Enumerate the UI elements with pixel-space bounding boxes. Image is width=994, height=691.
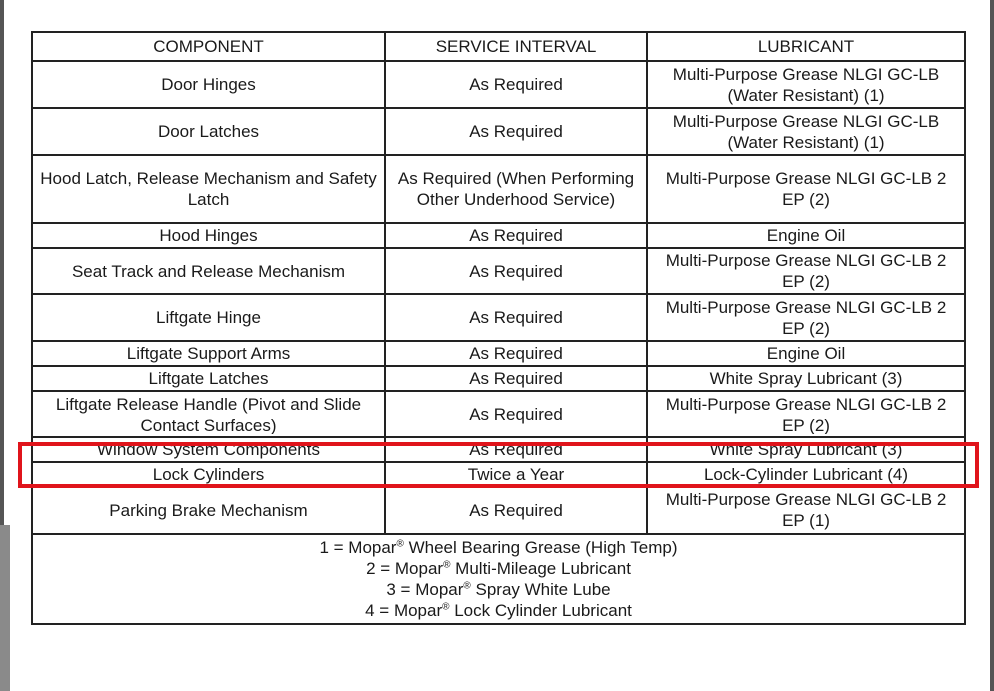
table-row: [32, 223, 965, 248]
lubricant-cell: White Spray Lubricant (3): [647, 366, 965, 391]
table-row: [32, 108, 965, 155]
footnotes-cell: [32, 534, 965, 624]
table-row: [32, 248, 965, 294]
footnote-4: 4 = Mopar® Lock Cylinder Lubricant: [365, 601, 632, 620]
component-cell: Parking Brake Mechanism: [32, 486, 385, 534]
lubrication-table-frame: [31, 31, 964, 625]
lubrication-table: [31, 31, 966, 625]
component-cell: Hood Latch, Release Mechanism and Safety Latch: [32, 155, 385, 223]
lubricant-cell: Multi-Purpose Grease NLGI GC-LB (Water Resistant) (1): [647, 108, 965, 155]
interval-cell: As Required: [385, 366, 647, 391]
page-edge-right: [990, 0, 994, 691]
table-row-highlighted: [32, 437, 965, 462]
table-row: [32, 462, 965, 486]
lubricant-cell: White Spray Lubricant (3): [647, 437, 965, 462]
table-header-row: [32, 32, 965, 61]
lubricant-cell: [647, 391, 965, 437]
table-row: [32, 155, 965, 223]
table-row: [32, 61, 965, 108]
interval-cell: As Required: [385, 437, 647, 462]
component-cell: Hood Hinges: [32, 223, 385, 248]
table-row: [32, 486, 965, 534]
lubricant-cell: Multi-Purpose Grease NLGI GC-LB 2 EP (2): [647, 155, 965, 223]
component-cell: Liftgate Hinge: [32, 294, 385, 341]
component-cell: Seat Track and Release Mechanism: [32, 248, 385, 294]
table-row: [32, 341, 965, 366]
page-edge-left-lower: [0, 525, 10, 691]
interval-cell: As Required: [385, 341, 647, 366]
component-cell: [32, 391, 385, 437]
lubricant-cell: Lock-Cylinder Lubricant (4): [647, 462, 965, 486]
footnote-row: [32, 534, 965, 624]
lubricant-cell: Multi-Purpose Grease NLGI GC-LB 2 EP (1): [647, 486, 965, 534]
interval-cell: As Required: [385, 391, 647, 437]
lubricant-text: Multi-Purpose Grease NLGI GC-LB 2 EP (2): [665, 395, 947, 434]
component-cell: Door Latches: [32, 108, 385, 155]
lubricant-cell: Engine Oil: [647, 341, 965, 366]
interval-cell: Twice a Year: [385, 462, 647, 486]
component-cell: Liftgate Support Arms: [32, 341, 385, 366]
footnote-2: 2 = Mopar® Multi-Mileage Lubricant: [366, 559, 631, 578]
lubricant-cell: Engine Oil: [647, 223, 965, 248]
lubricant-cell: Multi-Purpose Grease NLGI GC-LB 2 EP (2): [647, 294, 965, 341]
header-component: COMPONENT: [32, 32, 385, 61]
footnote-1: 1 = Mopar® Wheel Bearing Grease (High Temp): [319, 538, 678, 557]
footnote-3: 3 = Mopar® Spray White Lube: [386, 580, 611, 599]
interval-cell: As Required: [385, 486, 647, 534]
interval-cell: As Required: [385, 223, 647, 248]
table-row: [32, 391, 965, 437]
interval-cell: As Required (When Performing Other Underhood Service): [385, 155, 647, 223]
lubricant-cell: Multi-Purpose Grease NLGI GC-LB 2 EP (2): [647, 248, 965, 294]
header-lubricant: LUBRICANT: [647, 32, 965, 61]
table-row: [32, 366, 965, 391]
component-cell: Liftgate Latches: [32, 366, 385, 391]
interval-cell: As Required: [385, 108, 647, 155]
component-cell: Door Hinges: [32, 61, 385, 108]
interval-cell: As Required: [385, 248, 647, 294]
header-service-interval: SERVICE INTERVAL: [385, 32, 647, 61]
component-text: Liftgate Release Handle (Pivot and Slide Contact Surfaces): [55, 395, 362, 434]
lubricant-cell: Multi-Purpose Grease NLGI GC-LB (Water Resistant) (1): [647, 61, 965, 108]
interval-cell: As Required: [385, 294, 647, 341]
interval-cell: As Required: [385, 61, 647, 108]
component-cell: Lock Cylinders: [32, 462, 385, 486]
component-cell: Window System Components: [32, 437, 385, 462]
table-row: [32, 294, 965, 341]
